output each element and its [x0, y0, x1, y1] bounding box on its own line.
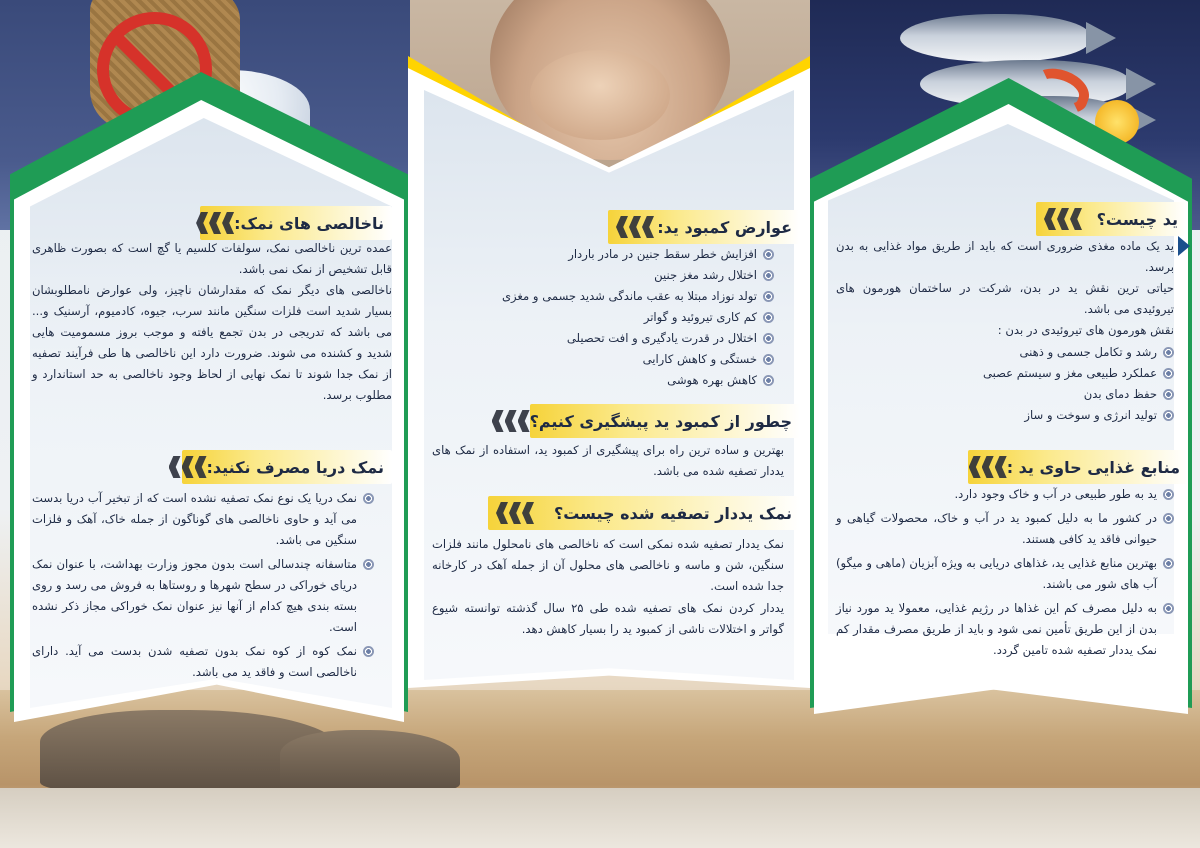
bullet-icon: [1163, 389, 1174, 400]
impurities-paragraph-1: عمده ترین ناخالصی نمک، سولفات کلسیم یا گچ است که بصورت ظاهری قابل تشخیص از نمک نمی باشد.: [32, 241, 392, 276]
pointer-icon: [1178, 236, 1190, 256]
list-item: اختلال در قدرت یادگیری و افت تحصیلی: [440, 328, 774, 349]
fish-image: [900, 14, 1090, 62]
list-item: نمک کوه از کوه نمک بدون تصفیه شدن بدست می آید. دارای ناخالصی است و فاقد ید می باشد.: [32, 641, 374, 683]
bullet-icon: [1163, 558, 1174, 569]
list-item: حفظ دمای بدن: [960, 384, 1174, 405]
list-item: ید به طور طبیعی در آب و خاک وجود دارد.: [836, 484, 1174, 505]
bullet-icon: [1163, 368, 1174, 379]
list-item: تولید انرژی و سوخت و ساز: [960, 405, 1174, 426]
thyroid-roles-list: [960, 342, 1174, 426]
iodized-salt-paragraph-1: نمک یددار تصفیه شده نمکی است که ناخالصی های نامحلول مانند فلزات سنگین، شن و ماسه و ناخالصی های محلول آن از جمله آهک در کارخانه جدا شده است.: [432, 537, 784, 593]
what-is-paragraph-1: ید یک ماده مغذی ضروری است که باید از طریق مواد غذایی به بدن برسد.: [836, 239, 1174, 274]
bullet-icon: [363, 559, 374, 570]
list-item: خستگی و کاهش کارایی: [440, 349, 774, 370]
chevrons-icon: [169, 456, 207, 478]
salt-flat: [0, 788, 1200, 848]
list-item: به دلیل مصرف کم این غذاها در رژیم غذایی، معمولا ید مورد نیاز بدن از این طریق تأمین نمی شود و باید از طریق مصرف مقدار کم نمک یددار تصفیه شده تامین گردد.: [836, 598, 1174, 661]
chevrons-icon: [1044, 208, 1082, 230]
list-item: متاسفانه چندسالی است بدون مجوز وزارت بهداشت، با عنوان نمک دریای خوراکی در سطح شهرها و روستاها به فروش می رسد و روی بسته بندی هیچ کدام از آنها نیز عنوان نمک خوراکی مجاز ذکر نشده است.: [32, 554, 374, 638]
goiter-image: [530, 50, 670, 140]
bullet-icon: [1163, 513, 1174, 524]
bullet-icon: [1163, 410, 1174, 421]
bullet-icon: [763, 270, 774, 281]
chevrons-icon: [496, 502, 534, 524]
salt-lake-landscape: [0, 690, 1200, 848]
sea-salt-list: [32, 488, 374, 686]
bullet-icon: [1163, 603, 1174, 614]
bullet-icon: [1163, 347, 1174, 358]
sea-salt-heading: [182, 450, 392, 484]
iodized-salt-heading: [488, 496, 800, 530]
list-item: کم کاری تیروئید و گواتر: [440, 307, 774, 328]
deficiency-title: عوارض کمبود ید:: [657, 217, 792, 237]
chevrons-icon: [196, 212, 234, 234]
impurities-title: ناخالصی های نمک:: [234, 213, 384, 233]
list-item: عملکرد طبیعی مغز و سیستم عصبی: [960, 363, 1174, 384]
list-item: تولد نوزاد مبتلا به عقب ماندگی شدید جسمی و مغزی: [440, 286, 774, 307]
what-is-paragraph-3: نقش هورمون های تیروئیدی در بدن :: [997, 323, 1174, 337]
list-item: بهترین منابع غذایی ید، غذاهای دریایی به ویژه آبزیان (ماهی و میگو) آب های شور می باشند.: [836, 553, 1174, 595]
food-sources-title: منابع غذایی حاوی ید :: [1006, 457, 1180, 477]
list-item: در کشور ما به دلیل کمبود ید در آب و خاک، محصولات گیاهی و حیوانی فاقد ید کافی هستند.: [836, 508, 1174, 550]
list-item: رشد و تکامل جسمی و ذهنی: [960, 342, 1174, 363]
impurities-heading: [200, 206, 392, 240]
iodized-salt-paragraph-2: یددار کردن نمک های تصفیه شده طی ۲۵ سال گذشته توانسته شیوع گواتر و اختلالات ناشی از کمبود ید را بسیار کاهش دهد.: [432, 601, 784, 636]
impurities-paragraph-2: ناخالصی های دیگر نمک که مقدارشان ناچیز، ولی عوارض نامطلوبشان بسیار شدید است فلزات سنگین مانند سرب، جیوه، کادمیوم، آرسنیک و... می باشد که تدریجی در بدن تجمع یافته و موجب بروز مسمومیت هایی شدید و کشنده می شوند. ضرورت دارد این ناخالصی ها طی فرآیند تصفیه از نمک جدا شوند تا نمک نهایی از لحاظ وجود ناخالصی به حد استاندارد و مطلوب برسد.: [32, 283, 392, 402]
bullet-icon: [763, 375, 774, 386]
bullet-icon: [363, 493, 374, 504]
chevrons-icon: [492, 410, 530, 432]
deficiency-list: [440, 244, 774, 391]
bullet-icon: [363, 646, 374, 657]
rock-formation: [280, 730, 460, 790]
bullet-icon: [763, 312, 774, 323]
bullet-icon: [763, 333, 774, 344]
food-sources-list: [836, 484, 1174, 664]
iodized-salt-title: نمک یددار تصفیه شده چیست؟: [553, 503, 792, 523]
bullet-icon: [763, 249, 774, 260]
bullet-icon: [763, 354, 774, 365]
list-item: اختلال رشد مغز جنین: [440, 265, 774, 286]
list-item: نمک دریا یک نوع نمک تصفیه نشده است که از تبخیر آب دریا بدست می آید و حاوی ناخالصی های گوناگون از جمله خاک، آهک و فلزات سنگین می باشد.: [32, 488, 374, 551]
bullet-icon: [1163, 489, 1174, 500]
what-is-iodine-heading: [1036, 202, 1186, 236]
sea-salt-title: نمک دریا مصرف نکنید:: [206, 457, 384, 477]
food-sources-heading: [968, 450, 1188, 484]
list-item: کاهش بهره هوشی: [440, 370, 774, 391]
list-item: افزایش خطر سقط جنین در مادر باردار: [440, 244, 774, 265]
what-is-paragraph-2: حیاتی ترین نقش ید در بدن، شرکت در ساختمان هورمون های تیروئیدی می باشد.: [836, 281, 1174, 316]
chevrons-icon: [969, 456, 1007, 478]
deficiency-heading: [608, 210, 800, 244]
bullet-icon: [763, 291, 774, 302]
prevention-title: چطور از کمبود ید پیشگیری کنیم؟: [529, 411, 792, 431]
prevention-heading: [530, 404, 800, 438]
what-is-iodine-title: ید چیست؟: [1096, 209, 1178, 229]
chevrons-icon: [616, 216, 654, 238]
prevention-paragraph: بهترین و ساده ترین راه برای پیشگیری از کمبود ید، استفاده از نمک های یددار تصفیه شده می باشد.: [432, 443, 784, 478]
